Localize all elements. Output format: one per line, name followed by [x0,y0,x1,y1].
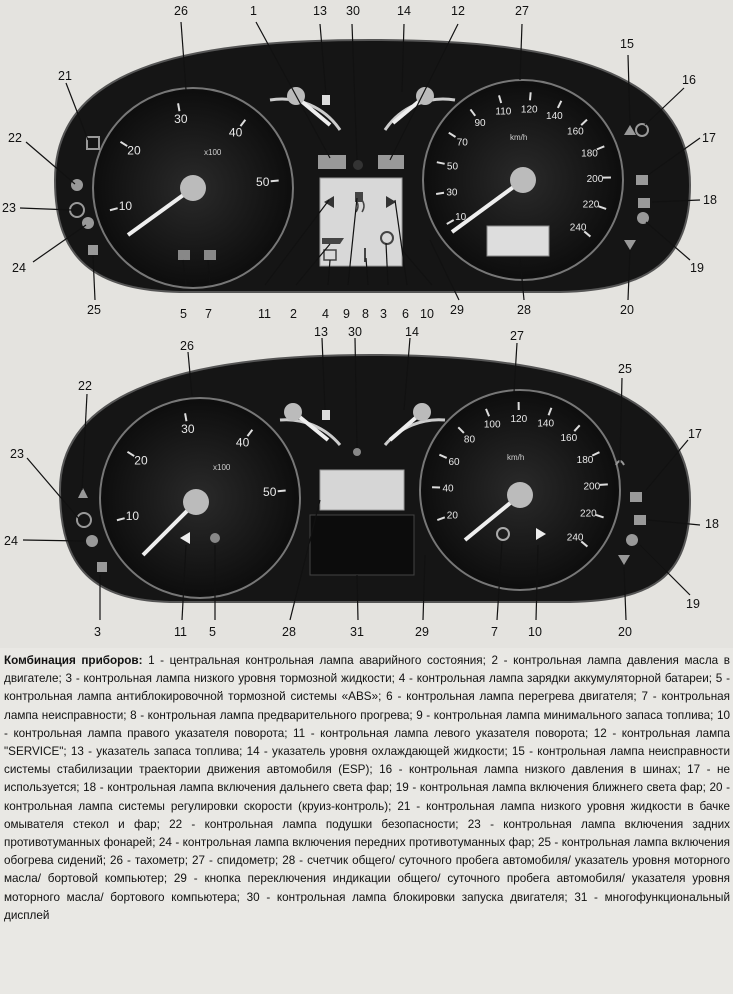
callout-top-6: 6 [402,307,409,321]
top-tach-tick-label: 50 [256,174,270,189]
top-speed-tick-mark [530,92,531,100]
bottom-tach-tick-label: 20 [134,453,148,468]
bottom-tach-tick-label: 10 [125,509,140,524]
top-low-beam-icon [637,212,649,224]
bottom-speedometer [420,390,620,590]
callout-top-27: 27 [515,4,529,18]
bottom-speed-tick-label: 200 [583,481,601,493]
callout-bottom-19: 19 [686,597,700,611]
callout-bottom-24: 24 [4,534,18,548]
bottom-unused-lamp-icon [630,492,642,502]
callout-top-23: 23 [2,201,16,215]
top-speed-tick-label: 200 [586,173,604,185]
bottom-speed-tick-label: 240 [566,532,584,544]
callout-bottom-18: 18 [705,517,719,531]
bottom-tach-tick-label: 30 [181,422,195,437]
bottom-immobilizer-lamp [353,448,361,456]
callout-bottom-28: 28 [282,625,296,639]
top-speed-tick-label: 220 [582,199,600,211]
callout-top-1: 1 [250,4,257,18]
top-tach-tick-mark [271,181,279,182]
caption-title: Комбинация приборов: [4,654,143,667]
callout-bottom-30: 30 [348,325,362,339]
top-speed-tick-label: 120 [520,104,538,116]
callout-bottom-17: 17 [688,427,702,441]
top-tach-tick-label: 30 [174,112,188,127]
bottom-speed-tick-mark [600,484,608,485]
callout-top-5: 5 [180,307,187,321]
callout-top-24: 24 [12,261,26,275]
bottom-tach-tick-label: 40 [235,435,250,450]
top-speed-tick-label: 160 [567,126,584,138]
figure-caption [4,652,730,990]
callout-bottom-23: 23 [10,447,24,461]
bottom-speed-hub [507,482,533,508]
top-tachometer [93,88,293,288]
top-unused-lamp-icon [636,175,648,185]
top-tach-unit: x100 [204,148,222,157]
callout-bottom-26: 26 [180,339,194,353]
callout-bottom-5: 5 [209,625,216,639]
bottom-tach-tick-mark [278,491,286,492]
bottom-front-fog-icon [86,535,98,547]
callout-top-29: 29 [450,303,464,317]
callout-top-8: 8 [362,307,369,321]
top-airbag-icon [71,179,83,191]
caption-text: 1 - центральная контрольная лампа аварийного состояния; 2 - контрольная лампа давления масла в двигателе; 3 - контрольная лампа низкого уровня тормозной жидкости; 4 - контрольная лампа зарядки аккумуляторной батареи; 5 - контрольная лампа антиблокировочной тормозной системы «ABS»; 6 - контрольная лампа перегрева двигателя; 7 - контрольная лампа неисправности; 8 - контрольная лампа предварительного прогрева; 9 - контрольная лампа минимального запаса топлива; 10 - контрольная лампа правого указателя поворота; 11 - контрольная лампа левого указателя поворота; 12 - контрольная лампа "SERVICE"; 13 - указатель запаса топлива; 14 - указатель уровня охлаждающей жидкости; 15 - контрольная лампа неисправности системы стабилизации траектории движения автомобиля (ESP); 16 - контрольная лампа низкого давления в шинах; 17 - не используется; 18 - контрольная лампа включения дальнего света фар; 19 - контрольная лампа включения ближнего света фар; 20 - контрольная лампа системы регулировки скорости (круиз-контроль); 21 - контрольная лампа низкого уровня жидкости в бачке омывателя стекол и фар; 22 - контрольная лампа подушки безопасности; 23 - контрольная лампа включения задних противотуманных фонарей; 24 - контрольная лампа включения передних противотуманных фар; 25 - контрольная лампа включения обогрева сидений; 26 - тахометр; 27 - спидометр; 28 - счетчик общего/ суточного пробега автомобиля/ указатель уровня моторного масла/ бортовой компьютер; 29 - кнопка переключения индикации общего/ суточного пробега автомобиля/ указателя уровня моторного масла/ бортового компьютера; 30 - контрольная лампа блокировки запуска двигателя; 31 - многофункциональный дисплей [4,654,730,922]
top-speed-tick-label: 70 [456,137,468,149]
callout-top-25: 25 [87,303,101,317]
callout-top-10: 10 [420,307,434,321]
bottom-cluster-panel [60,355,690,602]
top-speed-tick-label: 140 [546,111,563,123]
bottom-odometer-display [320,470,404,510]
callout-top-14: 14 [397,4,411,18]
top-seat-heat-icon [88,245,98,255]
bottom-speed-tick-label: 100 [483,419,501,431]
bottom-speed-tick-label: 220 [580,508,597,520]
top-cluster-panel [55,40,690,292]
callout-bottom-7: 7 [491,625,498,639]
callout-bottom-10: 10 [528,625,542,639]
bottom-speed-tick-label: 20 [446,510,458,522]
callout-top-22: 22 [8,131,22,145]
callout-bottom-20: 20 [618,625,632,639]
top-immobilizer-lamp [353,160,363,170]
callout-bottom-29: 29 [415,625,429,639]
callout-top-12: 12 [451,4,465,18]
top-tach-tick-label: 20 [127,143,141,158]
callout-bottom-25: 25 [618,362,632,376]
callout-top-20: 20 [620,303,634,317]
callout-top-17: 17 [702,131,716,145]
callout-bottom-11: 11 [174,625,187,639]
callout-top-13: 13 [313,4,327,18]
top-speed-tick-label: 10 [455,212,467,223]
callout-top-19: 19 [690,261,704,275]
bottom-speed-tick-label: 120 [510,414,528,426]
bottom-speed-tick-label: 180 [576,455,594,467]
callout-top-16: 16 [682,73,696,87]
callout-top-3: 3 [380,307,387,321]
callout-bottom-22: 22 [78,379,92,393]
callout-top-9: 9 [343,307,350,321]
bottom-speed-tick-label: 40 [442,483,454,495]
bottom-tach-tick-label: 50 [263,484,277,499]
top-speed-unit: km/h [510,133,528,142]
bottom-speed-tick-label: 160 [560,433,578,445]
bottom-multifunction-display [310,515,414,575]
bottom-speed-unit: km/h [507,453,525,462]
callout-bottom-3: 3 [94,625,101,639]
top-high-beam-icon [638,198,650,208]
callout-top-21: 21 [58,69,72,83]
top-stop-lamp [318,155,346,169]
top-speed-tick-label: 240 [569,222,587,234]
callout-bottom-27: 27 [510,329,524,343]
top-speed-tick-label: 180 [581,148,598,160]
top-speed-hub [510,167,536,193]
callout-top-28: 28 [517,303,531,317]
bottom-tach-unit: x100 [213,463,231,472]
top-abs-icon [178,250,190,260]
bottom-abs-icon [210,533,220,543]
callout-top-4: 4 [322,307,329,321]
top-speed-tick-label: 90 [474,118,486,130]
callout-bottom-31: 31 [350,625,364,639]
callout-top-30: 30 [346,4,360,18]
top-speedometer [423,80,623,280]
bottom-high-beam-icon [634,515,646,525]
callout-top-18: 18 [703,193,717,207]
bottom-tach-hub [183,489,209,515]
callout-top-26: 26 [174,4,188,18]
top-speed-tick-label: 110 [495,106,512,118]
top-tach-tick-label: 10 [118,199,133,214]
top-engine-fault-icon [204,250,216,260]
callout-top-15: 15 [620,37,634,51]
top-speed-tick-label: 30 [446,187,458,199]
callout-top-11: 11 [258,307,271,321]
top-tach-tick-label: 40 [228,125,243,140]
bottom-fuel-pump-icon [322,410,330,420]
bottom-speed-tick-label: 140 [537,418,555,430]
top-speed-tick-mark [436,193,444,194]
bottom-brake-fluid-icon [97,562,107,572]
callout-bottom-13: 13 [314,325,328,339]
top-lamp-cluster [320,178,402,266]
bottom-tach-tick-mark [185,413,186,421]
bottom-speed-tick-label: 80 [463,434,476,446]
top-tach-tick-mark [178,103,179,111]
bottom-tachometer [100,398,300,598]
top-odometer-display [487,226,549,256]
bottom-low-beam-icon [626,534,638,546]
top-fuel-pump-icon [322,95,330,105]
callout-top-2: 2 [290,307,297,321]
top-speed-tick-label: 50 [446,161,459,173]
callout-bottom-14: 14 [405,325,419,339]
top-tach-hub [180,175,206,201]
callout-top-7: 7 [205,307,212,321]
bottom-speed-tick-label: 60 [448,457,460,469]
